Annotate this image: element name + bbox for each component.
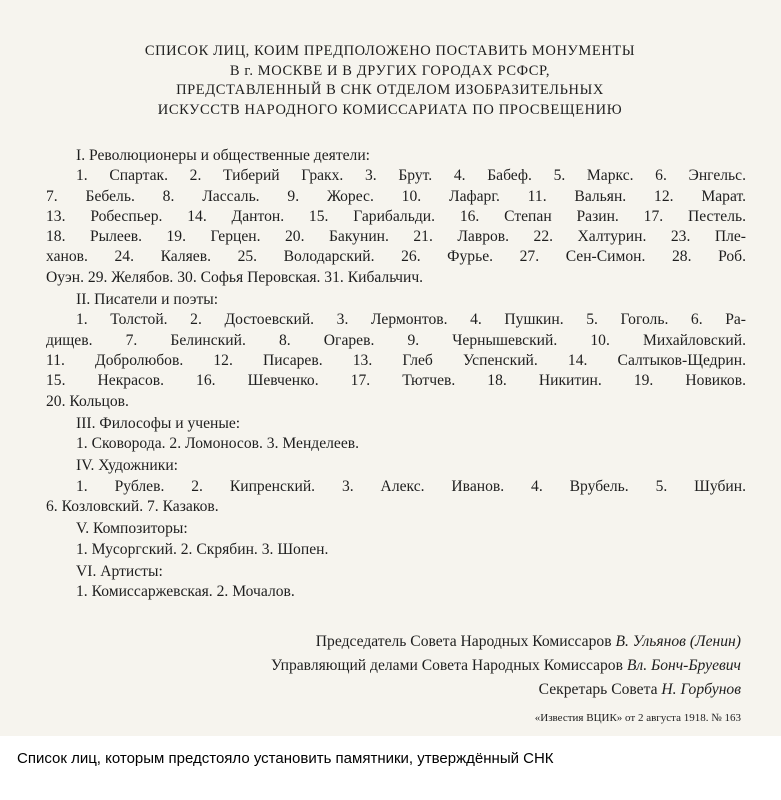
list-line: 1. Сковорода. 2. Ломоносов. 3. Менделеев. [76,435,360,453]
list-line: 7. Бебель. 8. Лассаль. 9. Жорес. 10. Лафарг. 11. Вальян. 12. Марат. [46,187,746,205]
signature-line [271,630,741,654]
signature-role: Управляющий делами Совета Народных Комиссаров [270,657,623,674]
list-line: 6. Козловский. 7. Казаков. [46,498,219,516]
title-line: ИСКУССТВ НАРОДНОГО КОМИССАРИАТА ПО ПРОСВЕЩЕНИЮ [157,101,623,118]
document-title [60,42,720,120]
list-line: 1. Спартак. 2. Тиберий Гракх. 3. Брут. 4. Бабеф. 5. Маркс. 6. Энгельс. [76,167,746,185]
list-line: 1. Рублев. 2. Кипренский. 3. Алекс. Иванов. 4. Врубель. 5. Шубин. [76,477,746,495]
source-citation: «Известия ВЦИК» от 2 августа 1918. № 163 [534,712,741,724]
signatures-block [271,630,741,702]
section-heading: V. Композиторы: [76,520,188,538]
list-line: 11. Добролюбов. 12. Писарев. 13. Глеб Успенский. 14. Салтыков-Щедрин. [46,351,746,369]
title-line: СПИСОК ЛИЦ, КОИМ ПРЕДПОЛОЖЕНО ПОСТАВИТЬ МОНУМЕНТЫ [144,43,636,59]
list-line: 20. Кольцов. [46,392,129,410]
list-line: 1. Толстой. 2. Достоевский. 3. Лермонтов. 4. Пушкин. 5. Гоголь. 6. Ра- [76,311,746,329]
list-line: 18. Рылеев. 19. Герцен. 20. Бакунин. 21. Лавров. 22. Халтурин. 23. Пле- [46,228,746,246]
list-line: 13. Робеспьер. 14. Дантон. 15. Гарибальди. 16. Степан Разин. 17. Пестель. [46,207,746,225]
section-heading: VI. Артисты: [76,562,163,580]
section-heading: IV. Художники: [76,457,179,475]
signature-line [271,678,741,702]
section-heading: II. Писатели и поэты: [76,291,219,309]
list-line: дищев. 7. Белинский. 8. Огарев. 9. Чернышевский. 10. Михайловский. [46,331,746,349]
list-line: 1. Комиссаржевская. 2. Мочалов. [76,583,295,601]
signature-name: Н. Горбунов [661,681,741,698]
document-body [46,146,746,603]
list-line: 1. Мусоргский. 2. Скрябин. 3. Шопен. [76,540,329,558]
list-line: 15. Некрасов. 16. Шевченко. 17. Тютчев. 18. Никитин. 19. Новиков. [46,372,746,390]
signature-name: Вл. Бонч-Бруевич [626,657,741,674]
signature-name: В. Ульянов (Ленин) [615,633,741,650]
section-heading: III. Философы и ученые: [76,414,241,432]
signature-role: Председатель Совета Народных Комиссаров [315,633,612,650]
section-heading: I. Революционеры и общественные деятели: [76,147,371,164]
image-caption: Список лиц, которым предстояло установить памятники, утверждённый СНК [17,750,554,767]
list-line: Оуэн. 29. Желябов. 30. Софья Перовская. 31. Кибальчич. [46,268,424,286]
title-line: В г. МОСКВЕ И В ДРУГИХ ГОРОДАХ РСФСР, [229,62,551,79]
list-line: ханов. 24. Каляев. 25. Володарский. 26. Фурье. 27. Сен-Симон. 28. Роб. [46,248,746,266]
title-line: ПРЕДСТАВЛЕННЫЙ В СНК ОТДЕЛОМ ИЗОБРАЗИТЕЛЬНЫХ [176,82,604,98]
signature-line [271,654,741,678]
signature-role: Секретарь Совета [538,681,658,698]
